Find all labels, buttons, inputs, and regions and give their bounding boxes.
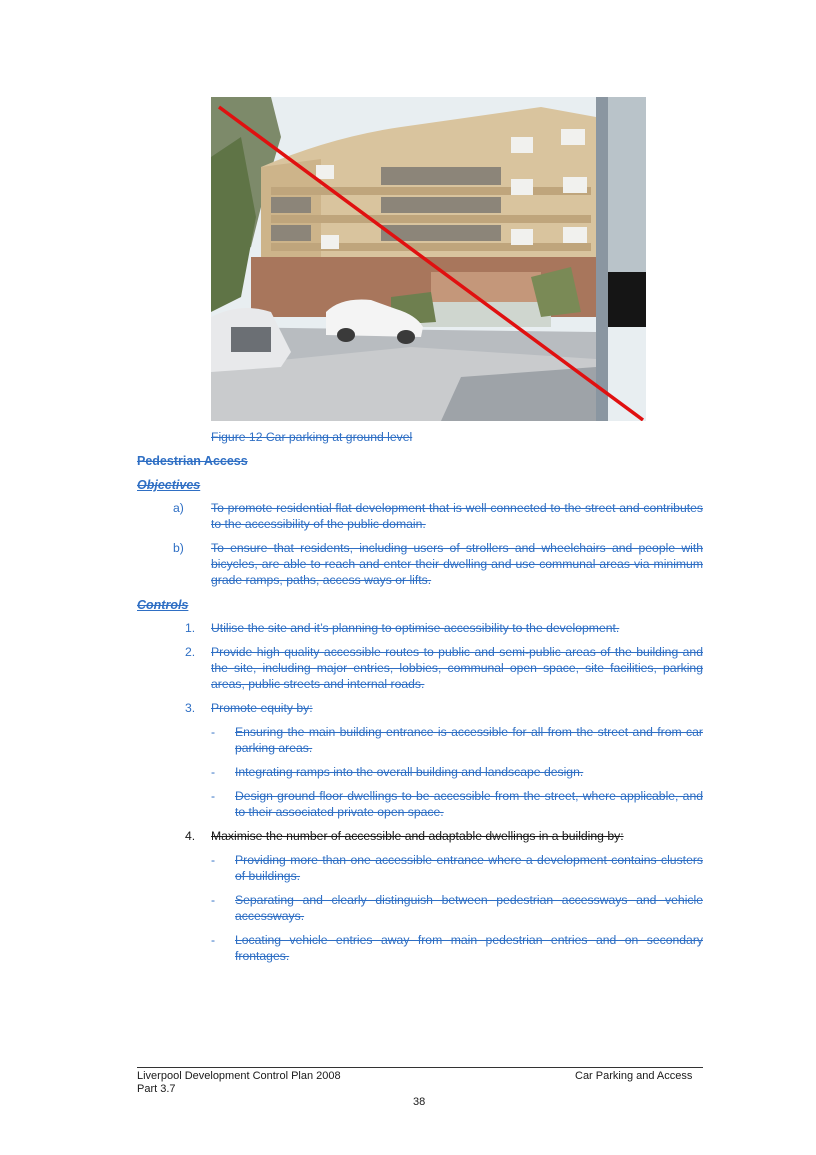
section-title: Pedestrian Access [137, 454, 248, 468]
list-marker: - [211, 893, 216, 907]
objective-item-a [173, 501, 703, 533]
car-parking-photo [211, 97, 646, 421]
control-item-3 [173, 701, 703, 717]
list-marker: 2. [185, 645, 196, 659]
list-item-text: Utilise the site and it’s planning to optimise accessibility to the development. [211, 621, 620, 635]
list-item-text: Provide high quality accessible routes to public and semi-public areas of the building and the site, including major entries, lobbies, communal open space, site facilities, parking areas, public streets and internal roads. [211, 645, 703, 691]
control-bullet-4c [211, 933, 703, 965]
list-item-text: Ensuring the main building entrance is accessible for all from the street and from car parking areas. [235, 725, 703, 755]
list-item-text: To ensure that residents, including users of strollers and wheelchairs and people with bicycles, are able to reach and enter their dwelling and use communal areas via minimum grade ramps, paths, access ways or lifts. [211, 541, 703, 587]
control-bullet-4a [211, 853, 703, 885]
control-bullet-4b [211, 893, 703, 925]
control-bullet-3b [211, 765, 703, 781]
control-item-4 [173, 829, 703, 845]
list-marker: 3. [185, 701, 196, 715]
list-item-text: Maximise the number of accessible and adaptable dwellings in a building by: [211, 829, 624, 843]
footer-doc-title: Liverpool Development Control Plan 2008 [137, 1070, 341, 1082]
page-number: 38 [413, 1096, 426, 1108]
list-marker: 4. [185, 829, 196, 843]
photo-illustration [211, 97, 646, 421]
list-marker: b) [173, 541, 184, 555]
control-bullet-3a [211, 725, 703, 757]
list-item-text: Providing more than one accessible entrance where a development contains clusters of buildings. [235, 853, 703, 883]
list-item-text: Separating and clearly distinguish between pedestrian accessways and vehicle accessways. [235, 893, 703, 923]
list-item-text: To promote residential flat development that is well connected to the street and contributes to the accessibility of the public domain. [211, 501, 703, 531]
objective-item-b [173, 541, 703, 588]
list-marker: a) [173, 501, 184, 515]
list-item-text: Locating vehicle entries away from main pedestrian entries and on secondary frontages. [235, 933, 703, 963]
control-item-1 [173, 621, 703, 637]
list-marker: - [211, 853, 216, 867]
list-item-text: Promote equity by: [211, 701, 313, 715]
control-bullet-3c [211, 789, 703, 821]
list-item-text: Design ground floor dwellings to be accessible from the street, where applicable, and to their associated private open space. [235, 789, 703, 819]
objectives-heading: Objectives [137, 478, 201, 492]
footer-section-name: Car Parking and Access [575, 1070, 693, 1082]
list-item-text: Integrating ramps into the overall building and landscape design. [235, 765, 584, 779]
footer-part: Part 3.7 [137, 1083, 176, 1095]
list-marker: - [211, 765, 216, 779]
figure-caption: Figure 12 Car parking at ground level [211, 430, 413, 444]
controls-heading: Controls [137, 598, 189, 612]
control-item-2 [173, 645, 703, 692]
list-marker: - [211, 933, 216, 947]
list-marker: - [211, 725, 216, 739]
list-marker: 1. [185, 621, 196, 635]
footer-divider [137, 1067, 703, 1068]
list-marker: - [211, 789, 216, 803]
